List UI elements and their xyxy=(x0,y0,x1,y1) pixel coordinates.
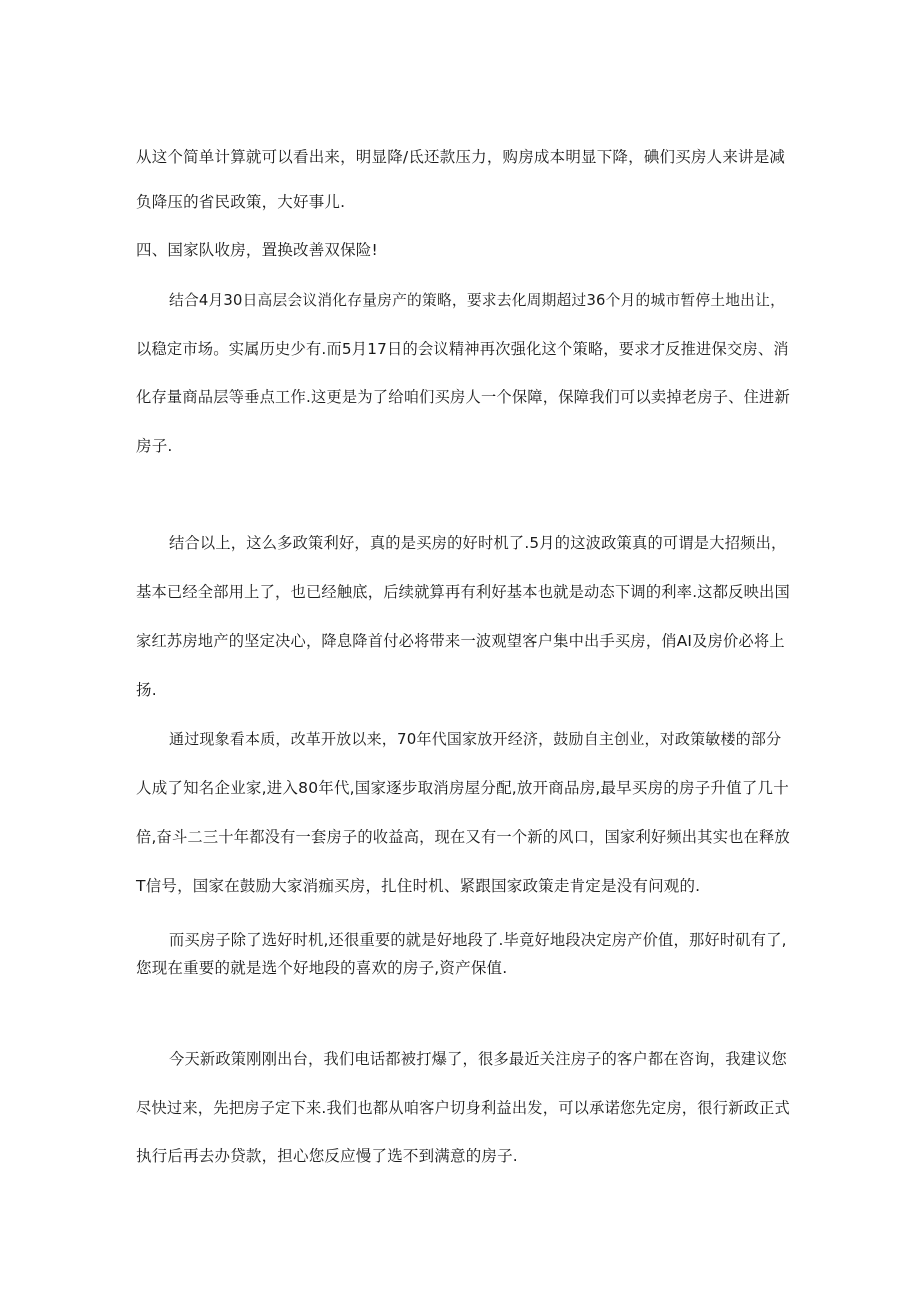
text-line: 尽快过来，先把房子定下来.我们也都从咱客户切身利益出发，可以承诺您先定房，很行新政正式 xyxy=(136,1099,790,1117)
text-line: 您现在重要的就是选个好地段的喜欢的房子,资产保值. xyxy=(136,959,508,977)
text-line: 倍,奋斗二三十年都没有一套房子的收益高，现在又有一个新的风口，国家利好频出其实也在释放 xyxy=(136,828,790,846)
text-line: 结合以上，这么多政策利好，真的是买房的好时机了.5月的这波政策真的可谓是大招频出， xyxy=(169,534,787,552)
text-line: 扬. xyxy=(136,681,157,699)
text-line: 房子. xyxy=(136,437,173,455)
text-line: 家红苏房地产的坚定决心，降息降首付必将带来一波观望客户集中出手买房，俏AI及房价必将上 xyxy=(136,632,785,650)
text-line: 通过现象看本质，改革开放以来，70年代国家放开经济，鼓励自主创业，对政策敏楼的部分 xyxy=(169,730,782,748)
text-line: 以稳定市场。实属历史少有.而5月17日的会议精神再次强化这个策略，要求才反推进保交房、消 xyxy=(136,340,789,358)
text-line: 今天新政策刚刚出台，我们电话都被打爆了，很多最近关注房子的客户都在咨询，我建议您 xyxy=(169,1050,787,1068)
text-line: 人成了知名企业家,进入80年代,国家逐步取消房屋分配,放开商品房,最早买房的房子升值了几十 xyxy=(136,779,789,797)
text-line: 而买房子除了选好时机,还很重要的就是好地段了.毕竟好地段决定房产价值，那好时矶有了, xyxy=(169,931,787,949)
text-line: 基本已经全部用上了，也已经触底，后续就算再有利好基本也就是动态下调的利率.这都反映出国 xyxy=(136,583,790,601)
text-line: 化存量商品层等垂点工作.这更是为了给咱们买房人一个保障，保障我们可以卖掉老房子、住进新 xyxy=(136,388,790,406)
text-line: 从这个简单计算就可以看出来，明显降/氐还款压力，购房成本明显下降，碘们买房人来讲是减 xyxy=(136,148,786,166)
text-line: 负降压的省民政策，大好事儿. xyxy=(136,193,346,211)
text-line: T信号，国家在鼓励大家消痂买房，扎住时机、紧跟国家政策走肯定是没有问观的. xyxy=(136,877,701,895)
text-line: 结合4月30日高层会议消化存量房产的策略，要求去化周期超过36个月的城市暂停土地出让， xyxy=(169,292,786,309)
section-heading: 四、国家队收房，置换改善双保险! xyxy=(136,241,378,259)
text-line: 执行后再去办贷款，担心您反应慢了选不到满意的房子. xyxy=(136,1147,518,1165)
